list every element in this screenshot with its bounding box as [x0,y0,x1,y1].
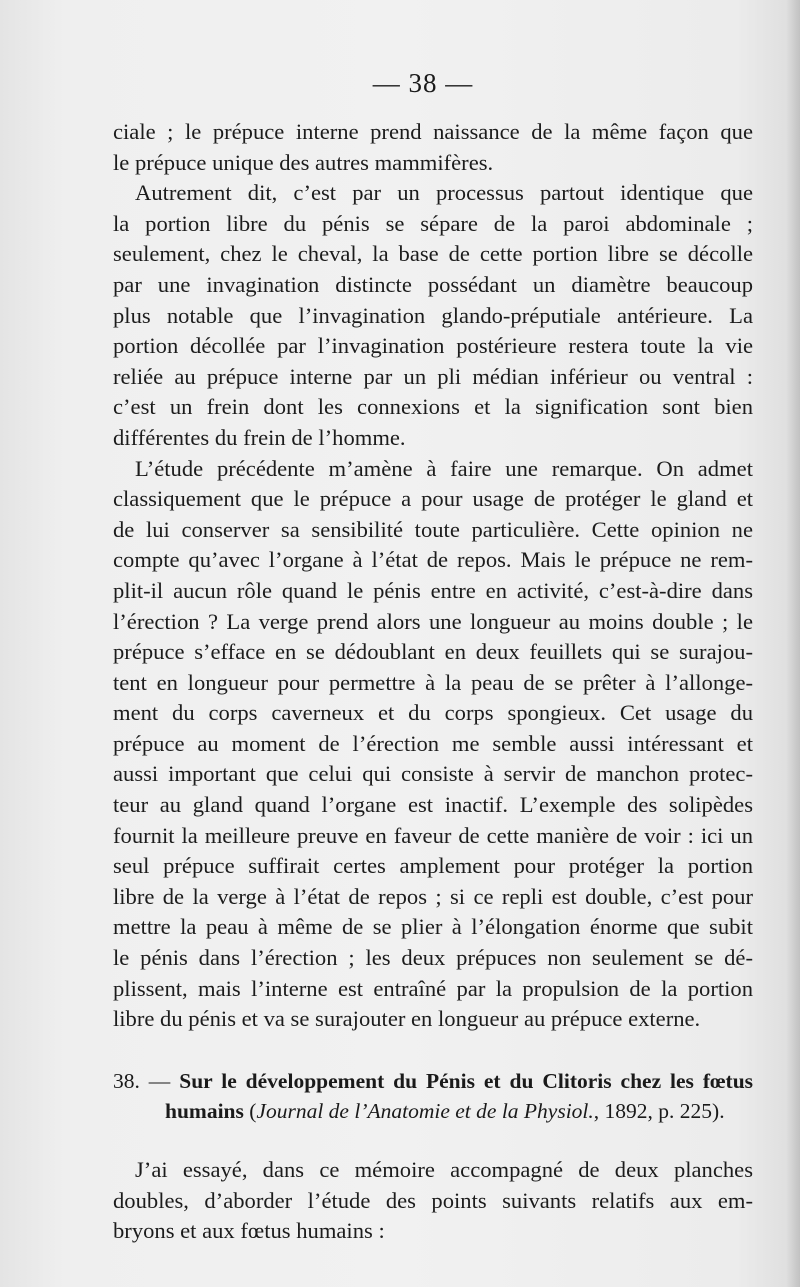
text-line: différentes du frein de l’homme. [113,424,406,450]
text-line: ment du corps caverneux et du corps spongieux. Cet usage du [113,700,753,726]
text-line: ciale ; le prépuce interne prend naissance de la même façon que [113,119,753,144]
text-line: seul prépuce suffirait certes amplement pour protéger la portion [113,853,753,879]
text-line: la portion libre du pénis se sépare de la paroi abdominale ; [113,210,753,236]
text-line: l’érection ? La verge prend alors une longueur au moins double ; le [113,608,753,634]
text-line: le pénis dans l’érection ; les deux prépuces non seulement se dé- [113,945,753,971]
section-title-line [113,1096,753,1126]
section-title-line [113,1066,753,1096]
text-line: tent en longueur pour permettre à la peau de se prêter à l’allonge- [113,669,753,695]
text-line: plit-il aucun rôle quand le pénis entre en activité, c’est-à-dire dans [113,577,753,603]
paragraph-3 [113,454,753,1035]
paragraph-1 [113,117,753,178]
text-line: le prépuce unique des autres mammifères. [113,149,494,175]
text-line: aussi important que celui qui consiste à servir de manchon protec- [113,761,753,787]
text-line: L’étude précédente m’amène à faire une remarque. On admet [135,455,753,481]
text-line: prépuce au moment de l’érection me semble aussi intéressant et [113,730,753,756]
text-line: seulement, chez le cheval, la base de cette portion libre se décolle [113,241,753,267]
page-edge-shadow [786,0,800,1287]
text-line: plus notable que l’invagination glando-préputiale antérieure. La [113,302,753,328]
section-title: Sur le développement du Pénis et du Clitoris chez les fœtus [179,1069,754,1093]
text-line: plissent, mais l’interne est entraîné par la propulsion de la portion [113,975,753,1001]
text-line: bryons et aux fœtus humains : [113,1218,385,1244]
text-line: J’ai essayé, dans ce mémoire accompagné de deux planches [135,1157,753,1182]
text-line: prépuce s’efface en se dédoublant en deux feuillets qui se surajou- [113,639,753,665]
final-paragraph [113,1155,753,1247]
text-line: portion décollée par l’invagination postérieure restera toute la vie [113,333,753,359]
text-line: c’est un frein dont les connexions et la signification sont bien [113,394,753,420]
text-line: mettre la peau à même de se plier à l’élongation énorme que subit [113,914,753,940]
text-line: libre de la verge à l’état de repos ; si ce repli est double, c’est pour [113,883,753,909]
reference-details: , 1892, p. 225). [593,1099,725,1123]
section-heading [113,1066,753,1126]
page-number: — 38 — [372,68,474,98]
text-line: fournit la meilleure preuve en faveur de cette manière de voir : ici un [113,822,753,848]
text-line: teur au gland quand l’organe est inactif. L’exemple des solipèdes [113,792,753,818]
text-line: compte qu’avec l’organe à l’état de repos. Mais le prépuce ne rem- [113,547,753,573]
text-line: doubles, d’aborder l’étude des points suivants relatifs aux em- [113,1187,753,1213]
section-title-continued: humains [165,1099,244,1123]
section-number: 38. — [113,1069,171,1093]
text-line: de lui conserver sa sensibilité toute particulière. Cette opinion ne [113,516,753,542]
paragraph-2 [113,178,753,453]
text-line: par une invagination distincte possédant un diamètre beaucoup [113,271,753,297]
text-line: Autrement dit, c’est par un processus partout identique que [135,180,753,206]
text-line: libre du pénis et va se surajouter en longueur au prépuce externe. [113,1006,701,1032]
text-line: reliée au prépuce interne par un pli médian inférieur ou ventral : [113,363,753,389]
journal-name: Journal de l’Anatomie et de la Physiol. [256,1099,594,1123]
text-line: classiquement que le prépuce a pour usage de protéger le gland et [113,486,753,512]
reference-open: ( [249,1099,257,1123]
body-text [113,117,753,1035]
